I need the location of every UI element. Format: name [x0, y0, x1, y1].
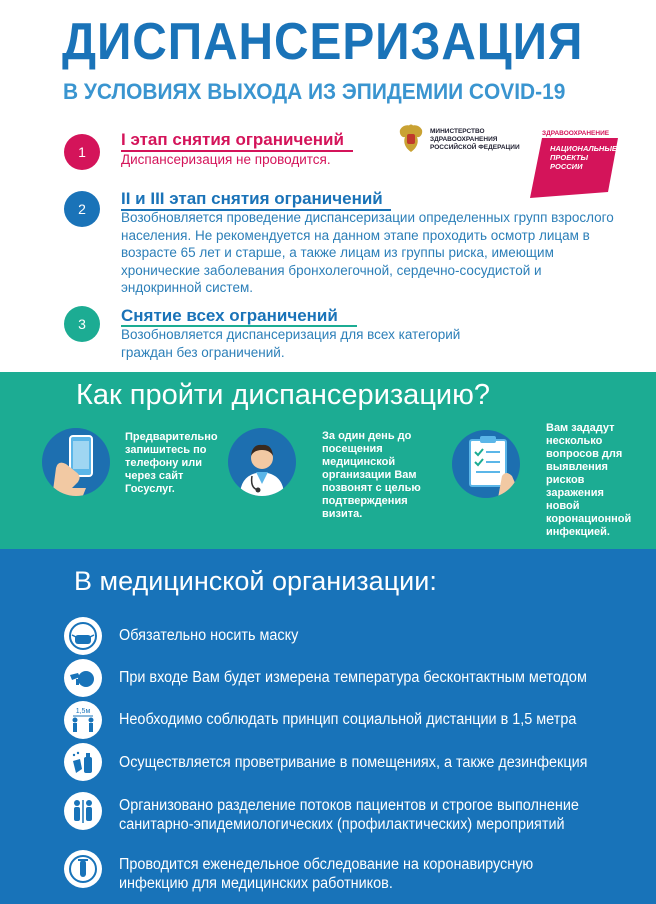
how-to-title: Как пройти диспансеризацию? [76, 379, 491, 411]
thermometer-icon [64, 659, 102, 697]
step-title: Снятие всех ограничений [121, 306, 338, 325]
doctor-icon [228, 428, 296, 496]
how-step-text: Предварительно запишитесь по телефону или через сайт Госуслуг. [125, 431, 218, 495]
page-title: ДИСПАНСЕРИЗАЦИЯ [62, 13, 584, 71]
national-projects-top: ЗДРАВООХРАНЕНИЕ [542, 130, 610, 137]
step-text: Диспансеризация не проводится. [121, 152, 331, 167]
medical-rule-text: При входе Вам будет измерена температура бесконтактным методом [119, 669, 587, 686]
medical-rule-text-content: Организовано разделение потоков пациентов и строгое выполнение санитарно-эпидемиологических (профилактических) мероприятий [119, 797, 579, 833]
how-step-text: Вам зададут несколько вопросов для выявления рисков заражения новой коронационной инфекцией. [546, 422, 632, 538]
national-projects-line-1: НАЦИОНАЛЬНЫЕ [550, 144, 617, 153]
step-number-badge: 3 [64, 306, 100, 342]
medical-rule-text-content: Проводится еженедельное обследование на коронавирусную инфекцию для медицинских работников. [119, 856, 534, 892]
ministry-logo [396, 122, 526, 156]
medical-rule-text [119, 796, 621, 834]
people-flow-icon [64, 792, 102, 830]
how-step-text: За один день до посещения медицинской организации Вам позвонят с целью подтверждения визита. [322, 430, 421, 520]
distance-label: 1,5м [75, 708, 91, 715]
ministry-line-2: ЗДРАВООХРАНЕНИЯ [430, 136, 498, 143]
step-number-badge: 2 [64, 191, 100, 227]
step-number-badge: 1 [64, 134, 100, 170]
phone-hand-icon [42, 428, 110, 496]
national-projects-line-2: ПРОЕКТЫ [550, 153, 589, 162]
national-projects-logo [530, 130, 620, 198]
step-title: I этап снятия ограничений [121, 130, 344, 149]
page-subtitle: В УСЛОВИЯХ ВЫХОДА ИЗ ЭПИДЕМИИ COVID-19 [63, 79, 566, 104]
step-title: II и III этап снятия ограничений [121, 189, 383, 208]
emblem-icon [396, 122, 426, 156]
medical-rule-text [119, 855, 603, 893]
ministry-line-3: РОССИЙСКОЙ ФЕДЕРАЦИИ [430, 144, 520, 151]
medical-rule-text: Осуществляется проветривание в помещениях, а также дезинфекция [119, 754, 588, 771]
medical-rule-text: Обязательно носить маску [119, 627, 299, 644]
mask-icon [64, 617, 102, 655]
national-projects-line-3: РОССИИ [550, 162, 583, 171]
medical-rule-text: Необходимо соблюдать принцип социальной дистанции в 1,5 метра [119, 711, 577, 728]
step-text: Возобновляется диспансеризация для всех категорий граждан без ограничений. [121, 327, 461, 360]
medical-org-title: В медицинской организации: [74, 566, 437, 596]
test-tube-icon [64, 850, 102, 888]
disinfection-icon [64, 743, 102, 781]
distance-icon [64, 701, 102, 739]
step-text: Возобновляется проведение диспансеризации определенных групп взрослого населения. Не рекомендуется на данном этапе проходить осмотр лицам в возрасте 65 лет и старше, а также лицам из группы риска, имеющим хронические заболевания бронхолегочной, сердечно-сосудистой и эндокринной систем. [121, 210, 614, 295]
clipboard-icon [452, 430, 520, 498]
ministry-line-1: МИНИСТЕРСТВО [430, 128, 485, 135]
